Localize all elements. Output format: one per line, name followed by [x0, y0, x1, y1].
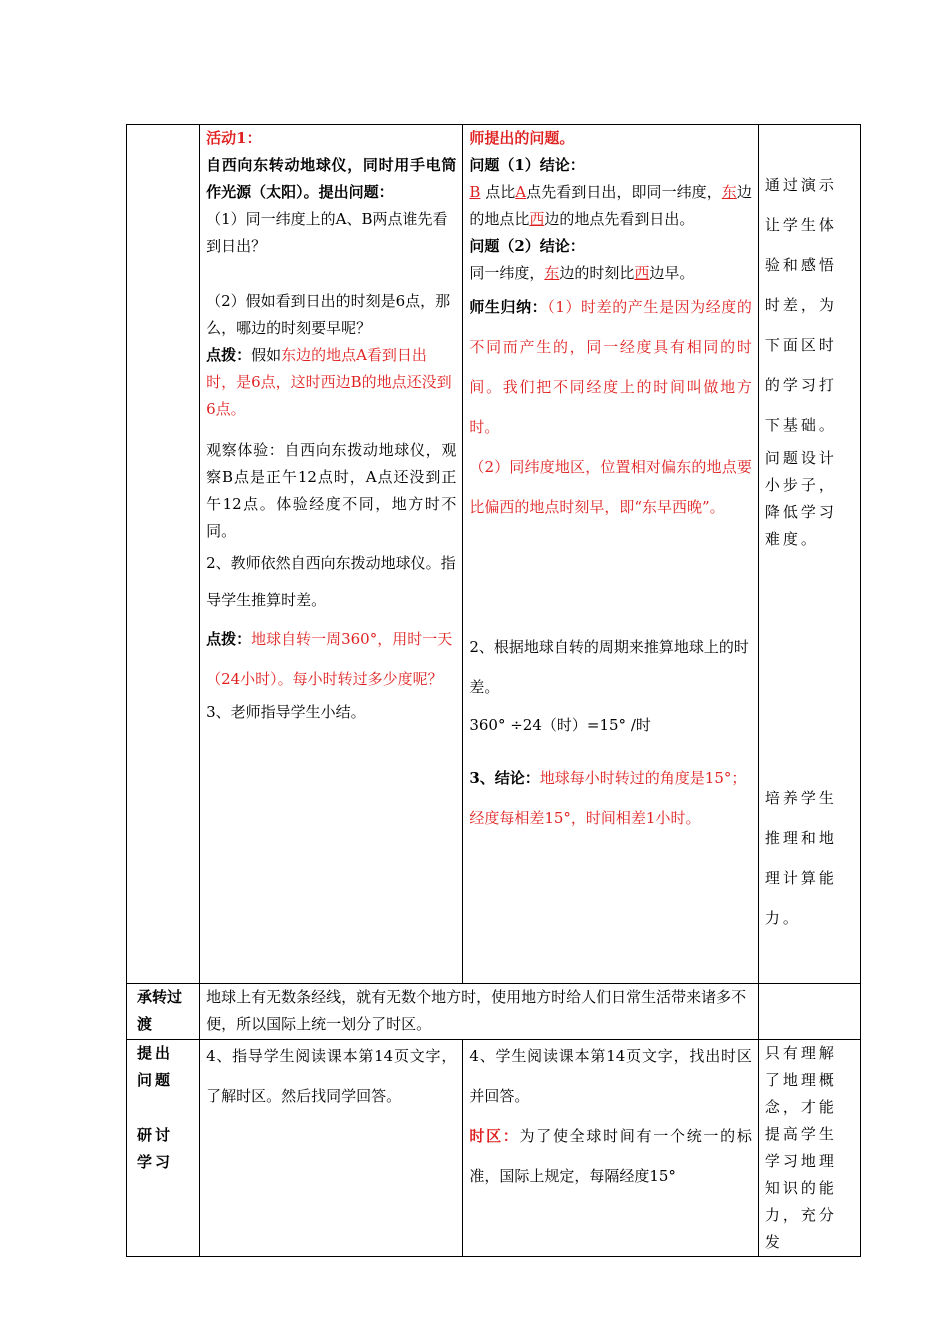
- hint-label: 点拨：: [206, 346, 252, 364]
- blank-answer: 东: [544, 264, 560, 282]
- student-step-4: 4、学生阅读课本第14页文字，找出时区并回答。: [469, 1047, 752, 1105]
- summary-label: 师生归纳：: [469, 298, 548, 316]
- student-activity-cell: [463, 125, 759, 984]
- timezone-label: 时区：: [469, 1127, 520, 1145]
- conclusion-2-label: 问题（2）结论：: [469, 237, 585, 255]
- hint-text: 地球自转一周360°，用时一天（24小时）。每小时转过多少度呢？: [206, 630, 453, 688]
- student-step-2: 2、根据地球自转的周期来推算地球上的时差。: [469, 638, 749, 696]
- purpose-1: 通过演示让学生体验和感悟时差，为下面区时的学习打下基础。: [764, 176, 837, 434]
- purpose-2: 问题设计小步子，降低学习难度。: [764, 449, 837, 548]
- purpose-discussion-cell: [758, 1040, 860, 1257]
- conclusion-label: 3、结论：: [469, 769, 540, 787]
- summary-2: （2）同纬度地区，位置相对偏东的地点要比偏西的地点时刻早，即“东早西晚”。: [469, 458, 752, 516]
- purpose-cell: [758, 125, 860, 984]
- step-3: 3、老师指导学生小结。: [206, 703, 366, 721]
- question-1: （1）同一纬度上的A、B两点谁先看到日出？: [206, 210, 448, 255]
- blank-answer: 西: [529, 210, 545, 228]
- table-row-activity: [127, 125, 861, 984]
- conclusion-1-label: 问题（1）结论：: [469, 156, 585, 174]
- blank-answer: 西: [634, 264, 650, 282]
- stage-label-1: 提出问题: [137, 1044, 174, 1089]
- teacher-step-4: 4、指导学生阅读课本第14页文字，了解时区。然后找同学回答。: [206, 1047, 457, 1105]
- student-step-3: [469, 758, 752, 838]
- purpose-cell-empty: [758, 984, 860, 1040]
- observe-text: 观察体验：自西向东拨动地球仪，观察B点是正午12点时，A点还没到正午12点。体验经度不同，地方时不同。: [206, 441, 457, 540]
- timezone-text: 为了使全球时间有一个统一的标准，国际上规定，每隔经度15°: [469, 1127, 752, 1185]
- formula: 360° ÷24（时）=15° /时: [469, 716, 651, 734]
- conclusion-1: [469, 179, 752, 233]
- text-span: 边的地点先看到日出。: [544, 210, 695, 228]
- table-row-discussion: [127, 1040, 861, 1257]
- purpose-3: 培养学生推理和地理计算能力。: [764, 789, 837, 927]
- text-span: 点先看到日出，即同一纬度，: [526, 183, 722, 201]
- hint-1: [206, 342, 456, 423]
- text-span: 同一纬度，: [469, 264, 545, 282]
- blank-answer: 东: [721, 183, 737, 201]
- table-row-transition: [127, 984, 861, 1040]
- hint-label: 点拨：: [206, 630, 252, 648]
- summary-text: （1）时差的产生是因为经度的不同而产生的，同一经度具有相同的时间。我们把不同经度上的时间叫做地方时。: [469, 298, 752, 436]
- hint-text: 东边的地点A看到日出时，是6点，这时西边B的地点还没到6点。: [206, 346, 452, 418]
- hint-prefix: 假如: [251, 346, 282, 364]
- question-2: （2）假如看到日出的时刻是6点，那么，哪边的时刻要早呢？: [206, 292, 451, 337]
- stage-label-2: 研讨学习: [137, 1126, 174, 1171]
- activity-task: 自西向东转动地球仪，同时用手电筒作光源（太阳）。提出问题：: [206, 156, 457, 201]
- conclusion-text: 地球每小时转过的角度是15°；经度每相差15°，时间相差1小时。: [469, 769, 747, 827]
- text-span: 边早。: [649, 264, 695, 282]
- student-discussion-cell: [463, 1040, 759, 1257]
- timezone-definition: [469, 1116, 752, 1196]
- teacher-activity-cell: [200, 125, 463, 984]
- stage-cell-discussion: [127, 1040, 200, 1257]
- hint-2: [206, 619, 456, 699]
- purpose-4: 只有理解了地理概念，才能提高学生学习地理知识的能力，充分发: [764, 1044, 837, 1251]
- teacher-discussion-cell: [200, 1040, 463, 1257]
- transition-content: 地球上有无数条经线，就有无数个地方时，使用地方时给人们日常生活带来诸多不便，所以国际上统一划分了时区。: [200, 984, 759, 1040]
- text-span: 边的时刻比: [559, 264, 635, 282]
- student-title: 师提出的问题。: [469, 129, 575, 147]
- step-2: 2、教师依然自西向东拨动地球仪。指导学生推算时差。: [206, 554, 456, 609]
- text-span: 点比: [485, 183, 516, 201]
- text-span: 边的地点比: [469, 183, 752, 228]
- blank-answer: A: [515, 183, 527, 201]
- blank-answer: B: [469, 183, 481, 201]
- stage-cell-empty: [127, 125, 200, 984]
- lesson-plan-table: [126, 124, 861, 1257]
- activity-title: 活动1：: [206, 129, 262, 147]
- stage-cell-transition: 承转过渡: [127, 984, 200, 1040]
- summary-1: [469, 287, 752, 447]
- conclusion-2: [469, 260, 752, 287]
